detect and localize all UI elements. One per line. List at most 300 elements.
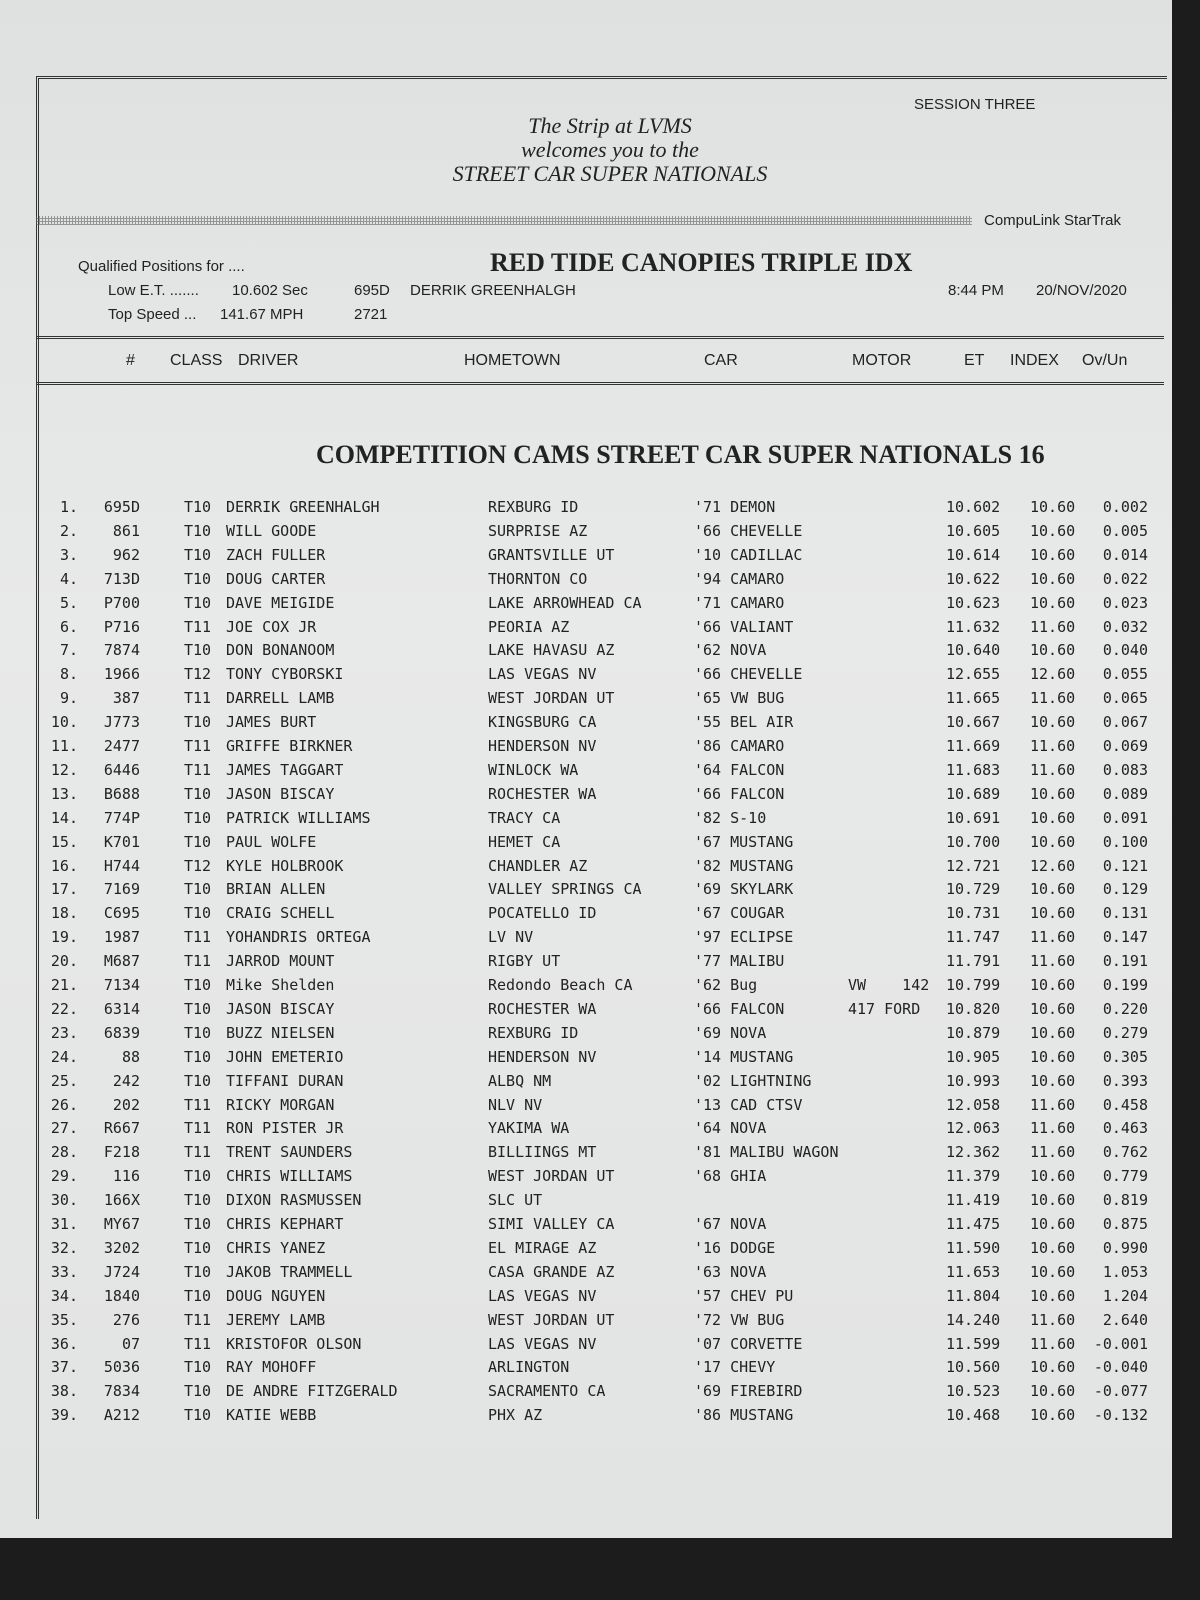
divider-header: [36, 382, 1164, 385]
cell-car: '77 MALIBU: [694, 952, 785, 971]
cell-position: 16.: [50, 856, 78, 875]
col-ovun: Ov/Un: [1082, 352, 1128, 369]
table-row: [0, 1311, 1172, 1334]
cell-et: 10.623: [946, 593, 1001, 612]
cell-et: 10.689: [946, 784, 1001, 803]
cell-class: T12: [184, 665, 212, 684]
cell-driver: KATIE WEBB: [226, 1406, 317, 1425]
cell-car: '69 SKYLARK: [694, 880, 794, 899]
cell-driver: JAMES TAGGART: [226, 760, 344, 779]
cell-class: T11: [184, 1095, 212, 1114]
cell-driver: CHRIS YANEZ: [226, 1238, 326, 1257]
cell-index: 12.60: [1030, 856, 1076, 875]
cell-car-number: M687: [103, 952, 140, 971]
cell-hometown: PHX AZ: [488, 1406, 543, 1425]
cell-car: '67 COUGAR: [694, 904, 785, 923]
low-et-label: Low E.T. .......: [108, 282, 199, 299]
cell-ovun: 0.014: [1102, 545, 1148, 564]
cell-position: 32.: [50, 1238, 78, 1257]
cell-position: 12.: [50, 760, 78, 779]
cell-index: 10.60: [1030, 593, 1076, 612]
cell-index: 10.60: [1030, 1406, 1076, 1425]
cell-driver: PAUL WOLFE: [226, 832, 317, 851]
top-speed-label: Top Speed ...: [108, 306, 197, 323]
cell-ovun: 0.131: [1102, 904, 1148, 923]
cell-driver: JEREMY LAMB: [226, 1310, 326, 1329]
welcome-banner: [400, 114, 820, 186]
cell-car-number: 166X: [103, 1191, 140, 1210]
cell-class: T10: [184, 1167, 212, 1186]
class-title: RED TIDE CANOPIES TRIPLE IDX: [490, 248, 913, 277]
cell-hometown: LAS VEGAS NV: [488, 665, 597, 684]
cell-index: 10.60: [1030, 1047, 1076, 1066]
cell-index: 10.60: [1030, 832, 1076, 851]
cell-driver: WILL GOODE: [226, 521, 317, 540]
top-speed-car: 2721: [354, 306, 388, 323]
cell-ovun: -0.001: [1093, 1334, 1148, 1353]
cell-et: 11.804: [946, 1286, 1001, 1305]
cell-car: '66 CHEVELLE: [694, 521, 803, 540]
table-row: [0, 1096, 1172, 1119]
cell-class: T10: [184, 545, 212, 564]
cell-hometown: EL MIRAGE AZ: [488, 1238, 597, 1257]
cell-car-number: MY67: [103, 1215, 140, 1233]
cell-class: T11: [184, 1143, 212, 1162]
cell-driver: DERRIK GREENHALGH: [226, 498, 380, 516]
cell-class: T10: [184, 713, 212, 732]
cell-driver: YOHANDRIS ORTEGA: [226, 928, 371, 947]
table-row: [0, 928, 1172, 951]
cell-index: 10.60: [1030, 808, 1076, 827]
cell-et: 10.614: [946, 545, 1001, 564]
cell-driver: DOUG CARTER: [226, 569, 326, 588]
cell-car: '57 CHEV PU: [694, 1286, 794, 1305]
cell-class: T10: [184, 1286, 212, 1305]
cell-position: 14.: [50, 808, 78, 827]
cell-car: '16 DODGE: [694, 1238, 776, 1257]
cell-hometown: WEST JORDAN UT: [488, 1167, 615, 1186]
cell-ovun: 0.191: [1102, 952, 1148, 971]
cell-position: 35.: [50, 1310, 78, 1329]
cell-car-number: R667: [103, 1119, 140, 1138]
cell-et: 11.599: [946, 1334, 1001, 1353]
cell-driver: KRISTOFOR OLSON: [226, 1334, 362, 1353]
welcome-line-2: welcomes you to the: [521, 137, 699, 162]
col-et: ET: [964, 352, 985, 369]
cell-car-number: 2477: [103, 737, 140, 755]
col-driver: DRIVER: [238, 352, 299, 369]
low-et-car: 695D: [354, 282, 390, 299]
cell-driver: JAMES BURT: [226, 713, 317, 732]
table-row: [0, 833, 1172, 856]
table-row: [0, 546, 1172, 569]
cell-car: '66 CHEVELLE: [694, 665, 803, 684]
col-num: #: [126, 352, 135, 369]
cell-car: '86 CAMARO: [694, 737, 785, 755]
cell-car-number: 861: [112, 521, 140, 540]
cell-index: 11.60: [1030, 1334, 1076, 1353]
cell-class: T10: [184, 1191, 212, 1210]
table-row: [0, 665, 1172, 688]
cell-position: 28.: [50, 1143, 78, 1162]
cell-hometown: ROCHESTER WA: [488, 999, 597, 1018]
top-speed-value: 141.67 MPH: [220, 306, 304, 323]
cell-car-number: 7874: [103, 641, 140, 660]
cell-hometown: LV NV: [488, 928, 534, 947]
cell-car: '67 NOVA: [694, 1215, 767, 1233]
cell-position: 6.: [59, 617, 78, 636]
cell-et: 12.655: [946, 665, 1001, 684]
cell-position: 18.: [50, 904, 78, 923]
cell-driver: DAVE MEIGIDE: [226, 593, 335, 612]
cell-index: 10.60: [1030, 999, 1076, 1018]
cell-et: 11.683: [946, 760, 1001, 779]
cell-car: '81 MALIBU WAGON: [694, 1143, 839, 1162]
table-row: [0, 498, 1172, 521]
cell-index: 11.60: [1030, 737, 1076, 755]
cell-car: '82 S-10: [694, 808, 767, 827]
cell-ovun: 0.023: [1102, 593, 1148, 612]
cell-car-number: 387: [112, 689, 140, 708]
table-row: [0, 1287, 1172, 1310]
table-row: [0, 857, 1172, 880]
cell-ovun: 1.053: [1102, 1262, 1148, 1281]
cell-et: 10.820: [946, 999, 1001, 1018]
cell-index: 11.60: [1030, 689, 1076, 708]
cell-hometown: TRACY CA: [488, 808, 561, 827]
cell-car: '97 ECLIPSE: [694, 928, 794, 947]
cell-hometown: SIMI VALLEY CA: [488, 1215, 615, 1233]
table-row: [0, 737, 1172, 760]
cell-et: 10.468: [946, 1406, 1001, 1425]
cell-index: 10.60: [1030, 976, 1076, 994]
table-row: [0, 904, 1172, 927]
cell-driver: TONY CYBORSKI: [226, 665, 344, 684]
cell-index: 12.60: [1030, 665, 1076, 684]
cell-driver: JASON BISCAY: [226, 999, 335, 1018]
cell-hometown: HENDERSON NV: [488, 737, 597, 755]
cell-ovun: 0.100: [1102, 832, 1148, 851]
table-row: [0, 689, 1172, 712]
cell-class: T10: [184, 832, 212, 851]
cell-et: 11.653: [946, 1262, 1001, 1281]
cell-ovun: 0.819: [1102, 1191, 1148, 1210]
cell-car: '94 CAMARO: [694, 569, 785, 588]
cell-car-number: P716: [103, 617, 140, 636]
cell-car: '66 FALCON: [694, 999, 785, 1018]
cell-et: 10.993: [946, 1071, 1001, 1090]
cell-et: 11.747: [946, 928, 1001, 947]
cell-car-number: H744: [103, 856, 140, 875]
cell-driver: DE ANDRE FITZGERALD: [226, 1382, 398, 1401]
table-row: [0, 594, 1172, 617]
cell-et: 10.622: [946, 569, 1001, 588]
cell-ovun: 0.002: [1102, 498, 1148, 516]
cell-ovun: 0.463: [1102, 1119, 1148, 1138]
cell-car-number: 6446: [103, 760, 140, 779]
cell-car-number: F218: [103, 1143, 140, 1162]
cell-class: T10: [184, 1406, 212, 1425]
cell-car: '67 MUSTANG: [694, 832, 794, 851]
cell-class: T11: [184, 1310, 212, 1329]
cell-ovun: 0.069: [1102, 737, 1148, 755]
cell-index: 10.60: [1030, 521, 1076, 540]
col-index: INDEX: [1010, 352, 1059, 369]
cell-hometown: SACRAMENTO CA: [488, 1382, 606, 1401]
table-row: [0, 809, 1172, 832]
cell-car: '63 NOVA: [694, 1262, 767, 1281]
cell-et: 11.632: [946, 617, 1001, 636]
table-row: [0, 1191, 1172, 1214]
cell-car: '64 FALCON: [694, 760, 785, 779]
cell-car-number: 202: [112, 1095, 140, 1114]
cell-car-number: 1987: [103, 928, 140, 947]
cell-et: 11.475: [946, 1215, 1001, 1233]
table-row: [0, 570, 1172, 593]
cell-car: '62 Bug: [694, 976, 758, 994]
cell-ovun: 0.129: [1102, 880, 1148, 899]
cell-car-number: 5036: [103, 1358, 140, 1377]
cell-driver: PATRICK WILLIAMS: [226, 808, 371, 827]
cell-car: '62 NOVA: [694, 641, 767, 660]
cell-ovun: 0.065: [1102, 689, 1148, 708]
cell-index: 10.60: [1030, 1191, 1076, 1210]
cell-class: T11: [184, 1334, 212, 1353]
cell-position: 36.: [50, 1334, 78, 1353]
cell-ovun: 0.067: [1102, 713, 1148, 732]
cell-car-number: 774P: [103, 808, 140, 827]
cell-car-number: 3202: [103, 1238, 140, 1257]
cell-class: T10: [184, 1238, 212, 1257]
cell-ovun: 1.204: [1102, 1286, 1148, 1305]
cell-hometown: HEMET CA: [488, 832, 561, 851]
cell-car-number: K701: [103, 832, 140, 851]
cell-ovun: 0.279: [1102, 1023, 1148, 1042]
table-row: [0, 761, 1172, 784]
cell-position: 23.: [50, 1023, 78, 1042]
cell-class: T10: [184, 1262, 212, 1281]
cell-ovun: 0.091: [1102, 808, 1148, 827]
cell-position: 26.: [50, 1095, 78, 1114]
low-et-value: 10.602 Sec: [232, 282, 308, 299]
low-et-driver: DERRIK GREENHALGH: [410, 282, 576, 299]
table-row: [0, 1239, 1172, 1262]
cell-ovun: 0.055: [1102, 665, 1148, 684]
cell-hometown: SURPRISE AZ: [488, 521, 588, 540]
cell-et: 10.560: [946, 1358, 1001, 1377]
cell-index: 11.60: [1030, 617, 1076, 636]
cell-car: '71 CAMARO: [694, 593, 785, 612]
cell-class: T11: [184, 617, 212, 636]
cell-ovun: 0.040: [1102, 641, 1148, 660]
cell-ovun: 0.199: [1102, 976, 1148, 994]
cell-index: 11.60: [1030, 928, 1076, 947]
cell-position: 22.: [50, 999, 78, 1018]
cell-position: 1.: [59, 498, 78, 516]
cell-driver: GRIFFE BIRKNER: [226, 737, 353, 755]
cell-car-number: 7169: [103, 880, 140, 899]
cell-driver: DOUG NGUYEN: [226, 1286, 326, 1305]
cell-driver: TRENT SAUNDERS: [226, 1143, 353, 1162]
cell-car-number: 6314: [103, 999, 140, 1018]
cell-et: 12.721: [946, 856, 1001, 875]
cell-hometown: WEST JORDAN UT: [488, 689, 615, 708]
cell-ovun: 2.640: [1102, 1310, 1148, 1329]
cell-index: 10.60: [1030, 641, 1076, 660]
col-hometown: HOMETOWN: [464, 352, 561, 369]
cell-position: 19.: [50, 928, 78, 947]
cell-class: T10: [184, 784, 212, 803]
cell-et: 12.063: [946, 1119, 1001, 1138]
cell-car-number: P700: [103, 593, 140, 612]
welcome-line-3: STREET CAR SUPER NATIONALS: [452, 161, 768, 186]
cell-position: 10.: [50, 713, 78, 732]
cell-hometown: ROCHESTER WA: [488, 784, 597, 803]
cell-index: 10.60: [1030, 880, 1076, 899]
cell-car: '71 DEMON: [694, 498, 776, 516]
cell-hometown: LAKE HAVASU AZ: [488, 641, 615, 660]
cell-driver: RICKY MORGAN: [226, 1095, 335, 1114]
cell-position: 20.: [50, 952, 78, 971]
cell-ovun: -0.040: [1093, 1358, 1148, 1377]
cell-hometown: ARLINGTON: [488, 1358, 570, 1377]
cell-class: T10: [184, 808, 212, 827]
cell-et: 10.667: [946, 713, 1001, 732]
table-row: [0, 1000, 1172, 1023]
cell-ovun: 0.990: [1102, 1238, 1148, 1257]
cell-index: 10.60: [1030, 1382, 1076, 1401]
cell-class: T10: [184, 498, 212, 516]
cell-position: 11.: [50, 737, 78, 755]
cell-hometown: BILLIINGS MT: [488, 1143, 597, 1162]
col-class: CLASS: [170, 352, 223, 369]
cell-position: 13.: [50, 784, 78, 803]
cell-et: 10.729: [946, 880, 1001, 899]
table-row: [0, 1143, 1172, 1166]
event-title: COMPETITION CAMS STREET CAR SUPER NATIONALS 16: [316, 440, 1045, 469]
cell-hometown: HENDERSON NV: [488, 1047, 597, 1066]
cell-hometown: KINGSBURG CA: [488, 713, 597, 732]
cell-index: 11.60: [1030, 952, 1076, 971]
cell-ovun: 0.005: [1102, 521, 1148, 540]
cell-index: 11.60: [1030, 1095, 1076, 1114]
cell-driver: CHRIS WILLIAMS: [226, 1167, 353, 1186]
cell-hometown: LAS VEGAS NV: [488, 1286, 597, 1305]
cell-et: 10.602: [946, 498, 1001, 516]
cell-car: '14 MUSTANG: [694, 1047, 794, 1066]
cell-position: 2.: [59, 521, 78, 540]
cell-index: 10.60: [1030, 1286, 1076, 1305]
cell-driver: ZACH FULLER: [226, 545, 326, 564]
cell-hometown: CASA GRANDE AZ: [488, 1262, 615, 1281]
cell-position: 8.: [59, 665, 78, 684]
cell-class: T11: [184, 737, 212, 755]
cell-car-number: 713D: [103, 569, 140, 588]
table-row: [0, 880, 1172, 903]
cell-position: 38.: [50, 1382, 78, 1401]
cell-index: 10.60: [1030, 1071, 1076, 1090]
cell-car: '07 CORVETTE: [694, 1334, 803, 1353]
cell-car: '10 CADILLAC: [694, 545, 803, 564]
cell-car: '65 VW BUG: [694, 689, 785, 708]
col-car: CAR: [704, 352, 738, 369]
cell-class: T10: [184, 593, 212, 612]
cell-et: 10.640: [946, 641, 1001, 660]
table-row: [0, 618, 1172, 641]
cell-hometown: REXBURG ID: [488, 498, 579, 516]
cell-et: 11.791: [946, 952, 1001, 971]
cell-driver: RON PISTER JR: [226, 1119, 344, 1138]
cell-index: 10.60: [1030, 1238, 1076, 1257]
cell-class: T10: [184, 976, 212, 994]
cell-et: 10.523: [946, 1382, 1001, 1401]
cell-et: 10.879: [946, 1023, 1001, 1042]
cell-ovun: 0.393: [1102, 1071, 1148, 1090]
table-row: [0, 1263, 1172, 1286]
cell-driver: CRAIG SCHELL: [226, 904, 335, 923]
cell-class: T10: [184, 880, 212, 899]
cell-ovun: 0.762: [1102, 1143, 1148, 1162]
cell-car-number: 242: [112, 1071, 140, 1090]
cell-driver: JOHN EMETERIO: [226, 1047, 344, 1066]
cell-hometown: PEORIA AZ: [488, 617, 570, 636]
cell-ovun: -0.077: [1093, 1382, 1148, 1401]
cell-index: 11.60: [1030, 1310, 1076, 1329]
table-row: [0, 1358, 1172, 1381]
cell-car: '68 GHIA: [694, 1167, 767, 1186]
cell-car: '82 MUSTANG: [694, 856, 794, 875]
cell-hometown: POCATELLO ID: [488, 904, 597, 923]
cell-motor: 417 FORD: [848, 999, 921, 1018]
cell-ovun: 0.121: [1102, 856, 1148, 875]
cell-class: T10: [184, 1047, 212, 1066]
cell-hometown: NLV NV: [488, 1095, 543, 1114]
cell-driver: DON BONANOOM: [226, 641, 335, 660]
table-row: [0, 1048, 1172, 1071]
cell-driver: JASON BISCAY: [226, 784, 335, 803]
cell-position: 21.: [50, 976, 78, 994]
cell-driver: TIFFANI DURAN: [226, 1071, 344, 1090]
cell-et: 10.700: [946, 832, 1001, 851]
cell-car: '86 MUSTANG: [694, 1406, 794, 1425]
cell-position: 9.: [59, 689, 78, 708]
cell-class: T10: [184, 641, 212, 660]
cell-class: T11: [184, 760, 212, 779]
cell-ovun: 0.875: [1102, 1215, 1148, 1233]
cell-class: T10: [184, 904, 212, 923]
cell-et: 11.379: [946, 1167, 1001, 1186]
cell-hometown: ALBQ NM: [488, 1071, 552, 1090]
cell-hometown: WINLOCK WA: [488, 760, 579, 779]
cell-hometown: CHANDLER AZ: [488, 856, 588, 875]
cell-ovun: 0.458: [1102, 1095, 1148, 1114]
cell-index: 10.60: [1030, 713, 1076, 732]
cell-position: 3.: [59, 545, 78, 564]
cell-et: 10.605: [946, 521, 1001, 540]
cell-car: '55 BEL AIR: [694, 713, 794, 732]
cell-class: T12: [184, 856, 212, 875]
cell-index: 10.60: [1030, 1023, 1076, 1042]
system-label: CompuLink StarTrak: [984, 212, 1121, 229]
table-row: [0, 641, 1172, 664]
cell-hometown: THORNTON CO: [488, 569, 588, 588]
cell-driver: BRIAN ALLEN: [226, 880, 326, 899]
cell-driver: JAKOB TRAMMELL: [226, 1262, 353, 1281]
cell-et: 11.665: [946, 689, 1001, 708]
session-label: SESSION THREE: [914, 96, 1036, 113]
cell-driver: Mike Shelden: [226, 976, 335, 994]
cell-index: 10.60: [1030, 904, 1076, 923]
